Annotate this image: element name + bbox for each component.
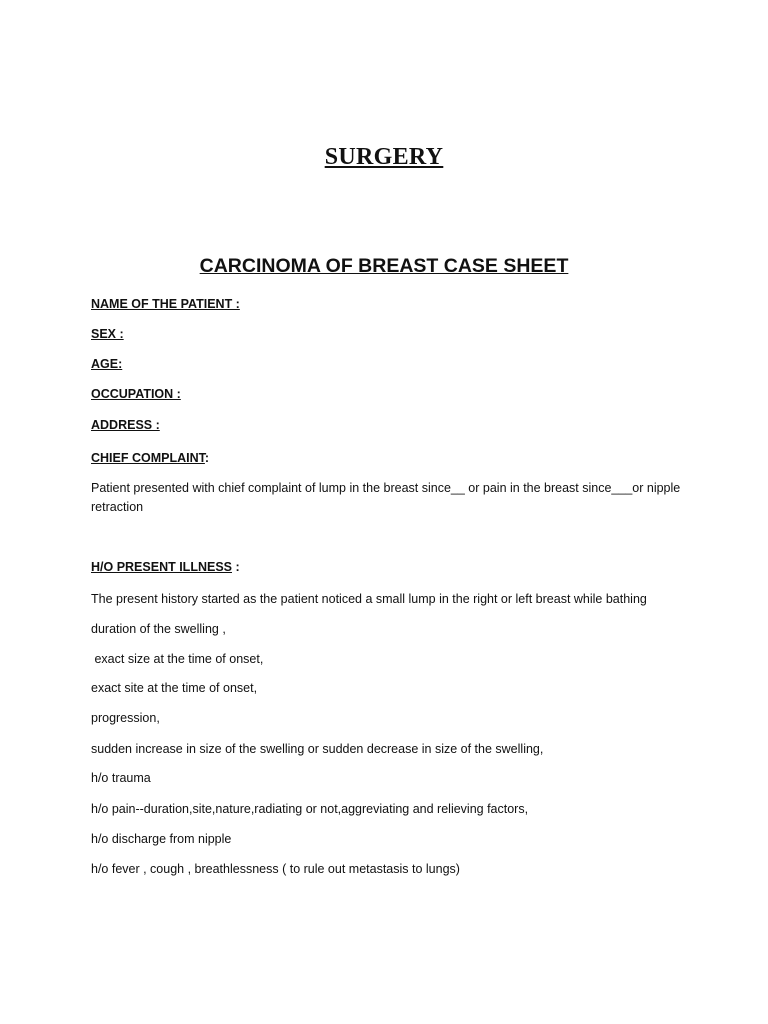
history-line: The present history started as the patient noticed a small lump in the right or left breast while bathing: [91, 592, 647, 606]
history-line: h/o pain--duration,site,nature,radiating or not,aggreviating and relieving factors,: [91, 802, 529, 816]
history-line: exact size at the time of onset,: [91, 652, 264, 666]
chief-complaint-label: CHIEF COMPLAINT: [91, 451, 205, 465]
history-line: h/o fever , cough , breathlessness ( to rule out metastasis to lungs): [91, 862, 460, 876]
chief-complaint-heading: [91, 451, 209, 465]
field-age: AGE:: [91, 357, 123, 371]
history-line: sudden increase in size of the swelling or sudden decrease in size of the swelling,: [91, 742, 544, 756]
chief-complaint-colon: :: [204, 451, 210, 465]
field-sex: SEX :: [91, 327, 124, 341]
present-illness-colon: :: [232, 560, 240, 574]
history-line: progression,: [91, 711, 160, 725]
history-line: h/o discharge from nipple: [91, 832, 232, 846]
history-line: exact site at the time of onset,: [91, 681, 258, 695]
field-address: ADDRESS :: [91, 418, 160, 432]
present-illness-heading: [91, 560, 240, 574]
document-subtitle: CARCINOMA OF BREAST CASE SHEET: [199, 255, 569, 277]
history-line: duration of the swelling ,: [91, 622, 226, 636]
chief-complaint-text: Patient presented with chief complaint of lump in the breast since__ or pain in the breast since___or nipple retraction: [91, 481, 681, 514]
document-title: SURGERY: [324, 144, 444, 170]
field-patient-name: NAME OF THE PATIENT :: [91, 297, 240, 311]
history-line: h/o trauma: [91, 771, 151, 785]
present-illness-label: H/O PRESENT ILLNESS: [91, 560, 232, 574]
field-occupation: OCCUPATION :: [91, 387, 181, 401]
